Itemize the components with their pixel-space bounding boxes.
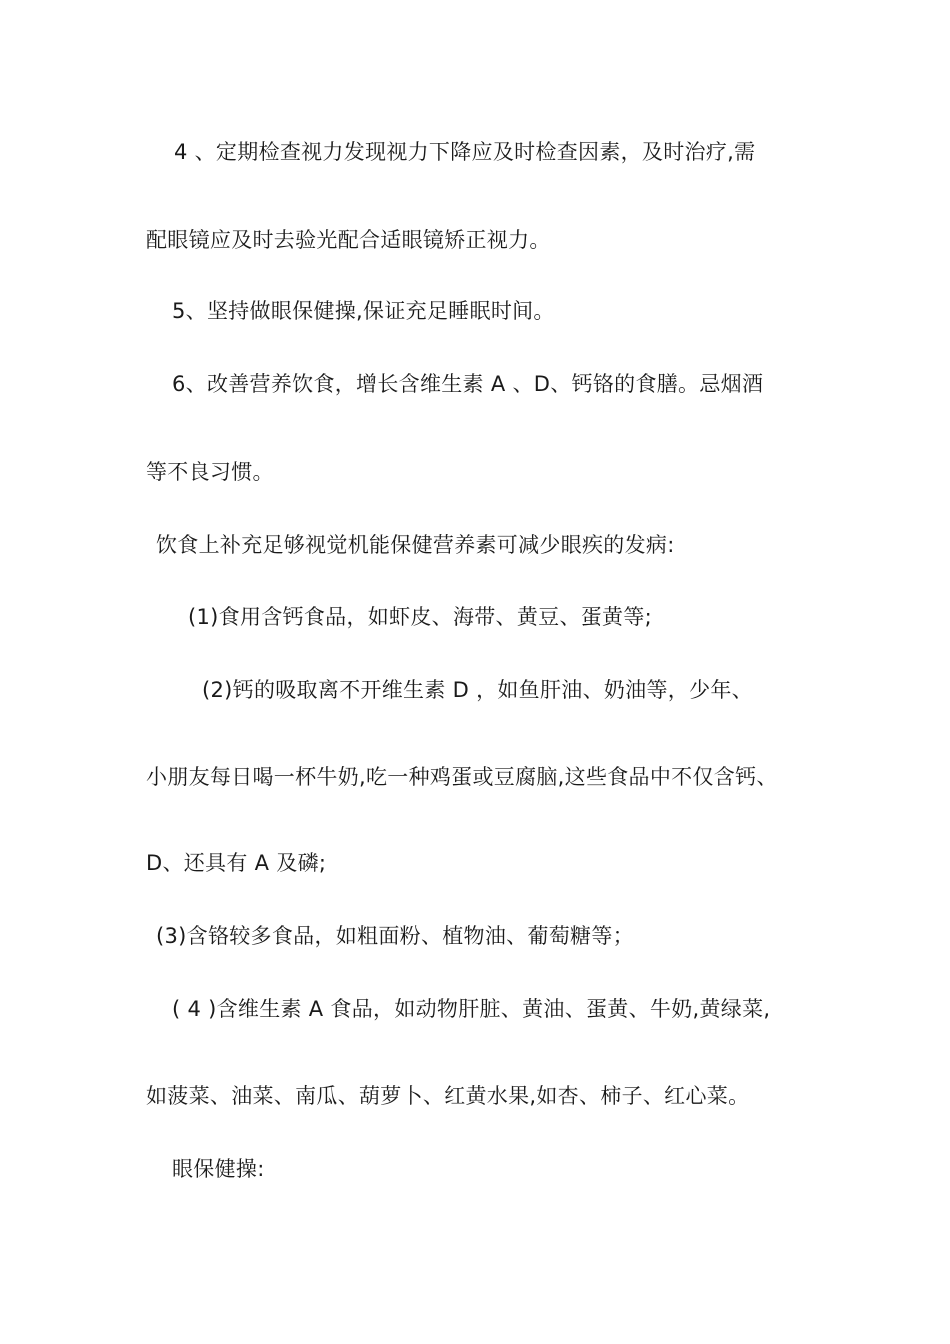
paragraph-line: (1)食用含钙食品，如虾皮、海带、黄豆、蛋黄等; [188, 605, 653, 629]
paragraph-line: ( 4 )含维生素 A 食品，如动物肝脏、黄油、蛋黄、牛奶,黄绿菜, [172, 997, 771, 1021]
paragraph-line: D、还具有 A 及磷; [146, 851, 327, 875]
paragraph-line: 等不良习惯。 [146, 460, 274, 484]
paragraph-line: 眼保健操: [172, 1157, 265, 1181]
paragraph-line: (2)钙的吸取离不开维生素 D ，如鱼肝油、奶油等，少年、 [202, 678, 753, 702]
paragraph-line: 6、改善营养饮食，增长含维生素 A 、D、钙铬的食膳。忌烟酒 [172, 372, 764, 396]
paragraph-line: 小朋友每日喝一杯牛奶,吃一种鸡蛋或豆腐脑,这些食品中不仅含钙、 [146, 765, 778, 789]
paragraph-line: 4 、定期检查视力发现视力下降应及时检查因素，及时治疗,需 [174, 140, 756, 164]
paragraph-line: 5、坚持做眼保健操,保证充足睡眠时间。 [172, 299, 555, 323]
paragraph-line: 如菠菜、油菜、南瓜、葫萝卜、红黄水果,如杏、柿子、红心菜。 [146, 1084, 750, 1108]
paragraph-line: 饮食上补充足够视觉机能保健营养素可减少眼疾的发病: [156, 533, 675, 557]
paragraph-line: 配眼镜应及时去验光配合适眼镜矫正视力。 [146, 228, 551, 252]
paragraph-line: (3)含铬较多食品，如粗面粉、植物油、葡萄糖等； [156, 924, 634, 948]
